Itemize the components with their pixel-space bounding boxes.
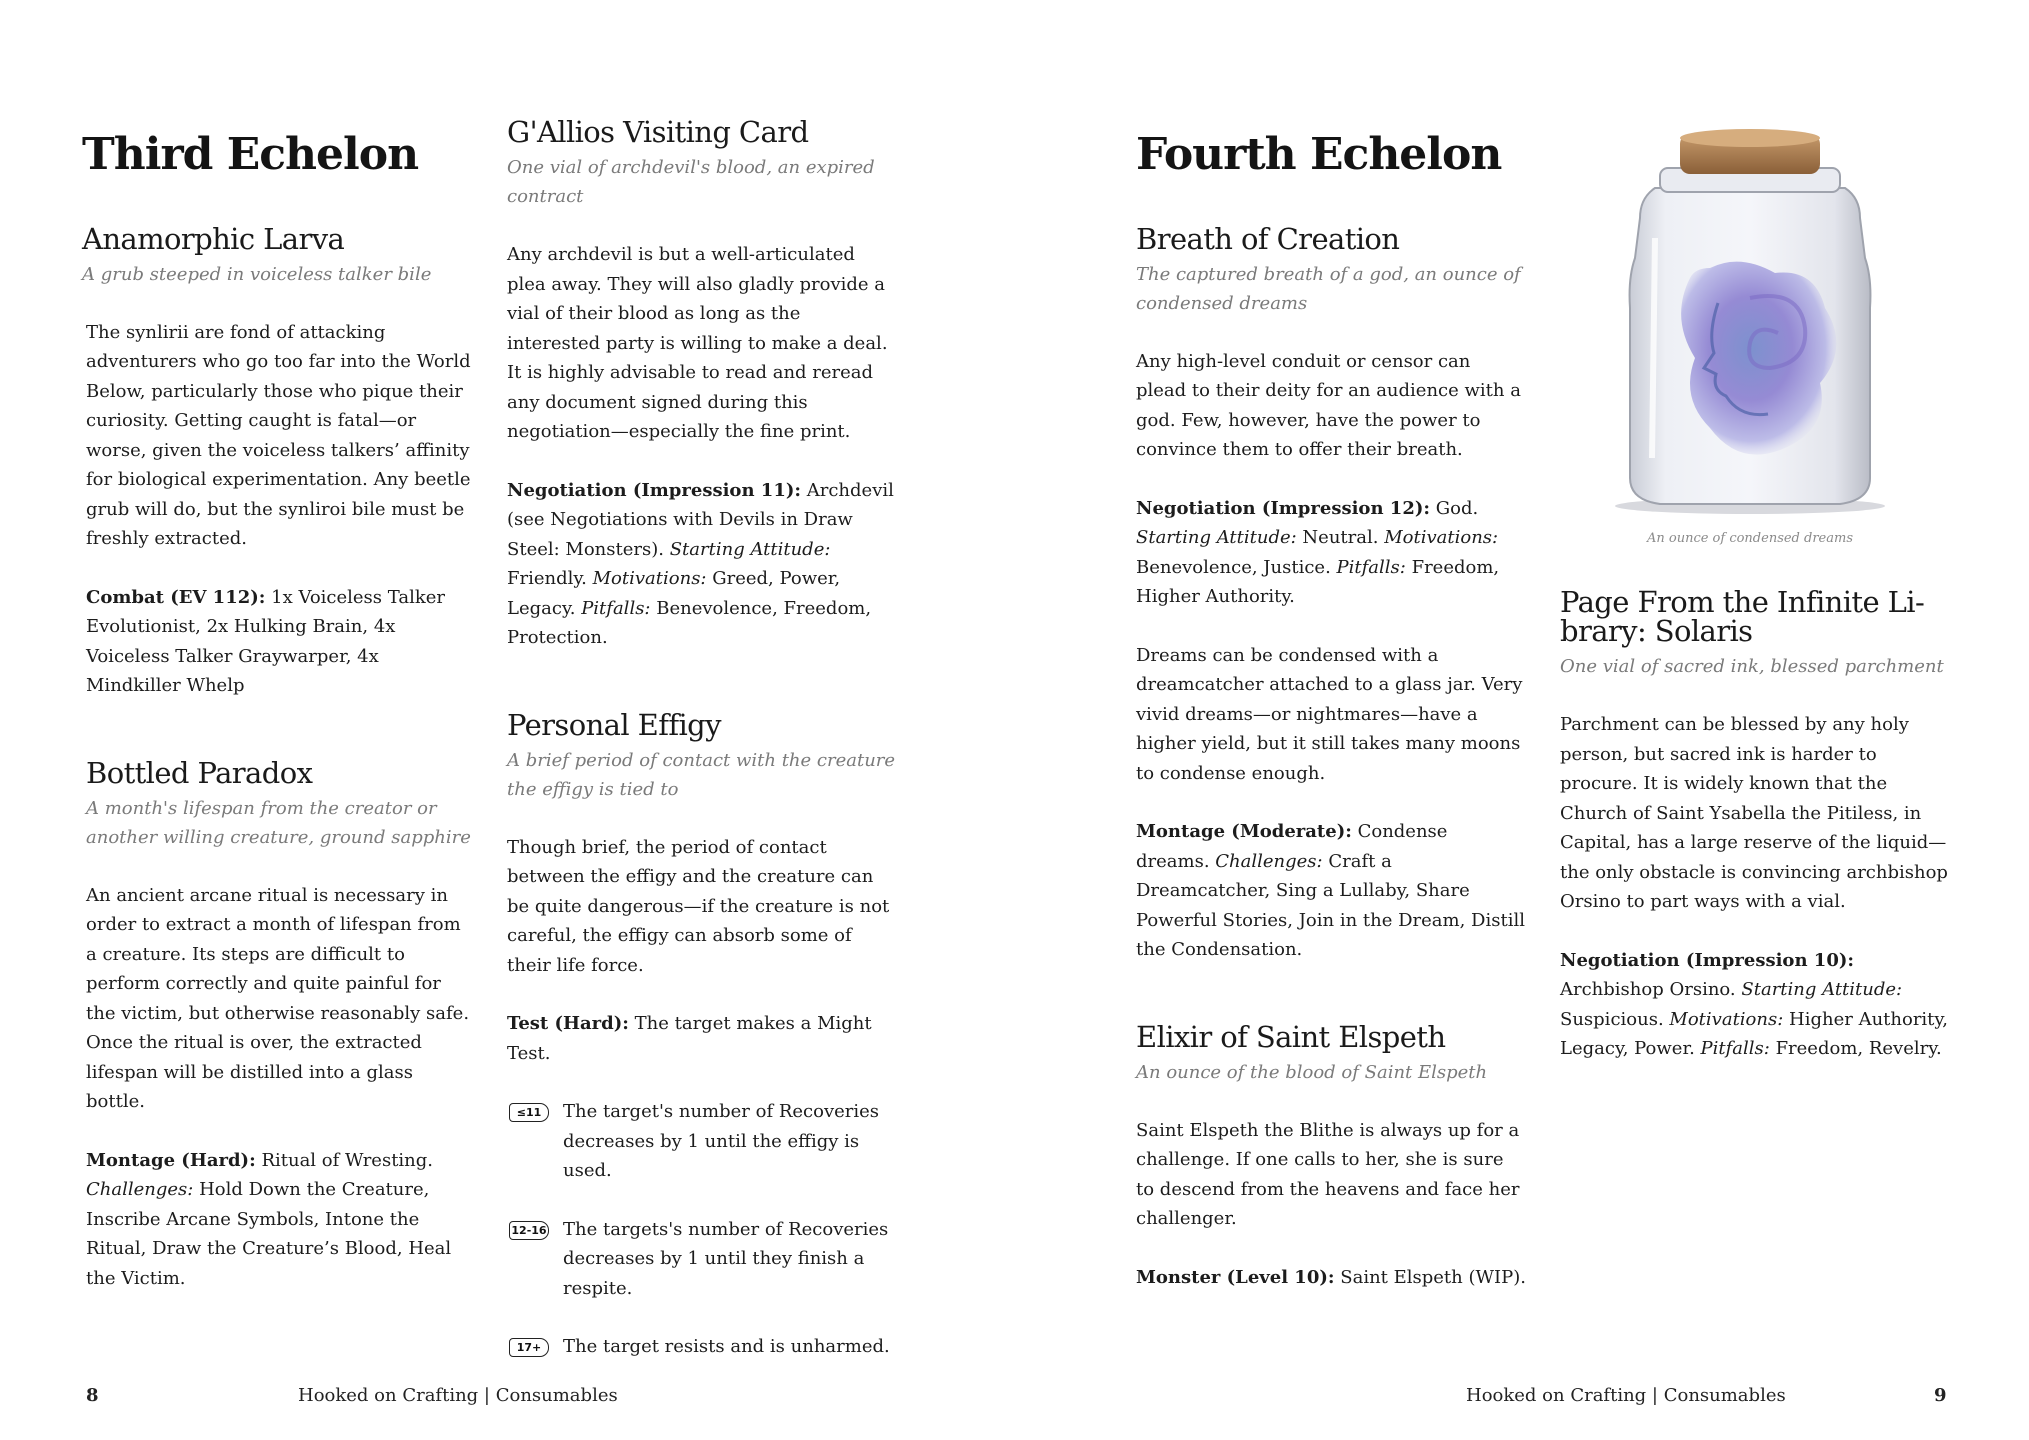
right-column-2 bbox=[1560, 585, 1955, 1064]
item-title-bottled-paradox: Bottled Paradox bbox=[86, 755, 313, 790]
test-text: The target makes a Might Test. bbox=[507, 1013, 872, 1064]
pitfalls-text: Benevolence, Freedom, Protection. bbox=[507, 597, 872, 648]
tier-badge: 17+ bbox=[509, 1338, 549, 1357]
test-label: Test (Hard): bbox=[507, 1013, 629, 1034]
tier-text: The target's number of Recoveries decreases by 1 until the effigy is used. bbox=[563, 1101, 880, 1181]
combat-label: Combat (EV 112): bbox=[86, 586, 266, 608]
item-description: An ancient arcane ritual is necessary in order to extract a month of lifespan from a creature. Its steps are difficult to perform correctly and quite painful for the victim, but otherwise reasonably safe. Once the ritual is over, the extracted lifespan will be distilled into a glass bottle. bbox=[86, 884, 470, 1113]
tier-badge: 12-16 bbox=[509, 1221, 549, 1240]
image-caption: An ounce of condensed dreams bbox=[1646, 531, 1853, 546]
negotiation-text: Archdevil (see Negotiations with Devils in Draw Steel: Monsters). bbox=[507, 479, 894, 560]
challenges-text: Hold Down the Creature, Inscribe Arcane Symbols, Intone the Ritual, Draw the Creature’s Blood, Heal the Victim. bbox=[86, 1179, 452, 1289]
attitude-label: Starting Attitude: bbox=[1741, 979, 1903, 1000]
echelon-title-third: Third Echelon bbox=[82, 129, 419, 180]
montage-label: Montage (Moderate): bbox=[1136, 821, 1352, 843]
monster-label: Monster (Level 10): bbox=[1136, 1266, 1335, 1288]
attitude-text: Neutral. bbox=[1296, 527, 1379, 549]
montage-line bbox=[1136, 817, 1526, 965]
tier-badge: ≤11 bbox=[509, 1103, 549, 1122]
item-cost: An ounce of the blood of Saint Elspeth bbox=[1136, 1061, 1488, 1083]
title-line-1: Page From the Infinite Li- bbox=[1560, 585, 1925, 619]
negotiation-line bbox=[1136, 494, 1526, 612]
title-line-2: brary: Solaris bbox=[1560, 614, 1753, 648]
challenges-text: Craft a Dreamcatcher, Sing a Lullaby, Share Powerful Stories, Join in the Dream, Distill the Condensation. bbox=[1136, 850, 1525, 961]
item-description: Parchment can be blessed by any holy person, but sacred ink is harder to procure. It is widely known that the Church of Saint Ysabella the Pitiless, in Capital, has a large reserve of the liquid—the only obstacle is convincing archbishop Orsino to part ways with a vial. bbox=[1560, 714, 1948, 912]
motivations-label: Motivations: bbox=[592, 568, 707, 589]
running-footer-left: Hooked on Crafting | Consumables bbox=[298, 1385, 618, 1406]
negotiation-line bbox=[1560, 946, 1955, 1064]
challenges-label: Challenges: bbox=[86, 1179, 194, 1201]
pitfalls-text: Freedom, Revelry. bbox=[1769, 1038, 1942, 1059]
tier-result-3 bbox=[507, 1332, 897, 1362]
montage-text: Ritual of Wresting. bbox=[255, 1149, 434, 1171]
negotiation-label: Negotiation (Impression 12): bbox=[1136, 497, 1431, 519]
attitude-label: Starting Attitude: bbox=[1136, 527, 1297, 549]
item-cost: A month's lifespan from the creator or another willing creature, ground sapphire bbox=[86, 797, 471, 848]
pitfalls-label: Pitfalls: bbox=[1336, 556, 1406, 578]
tier-text: The target resists and is unharmed. bbox=[563, 1336, 890, 1357]
item-cost: One vial of archdevil's blood, an expired contract bbox=[507, 157, 875, 207]
item-description: Saint Elspeth the Blithe is always up for a challenge. If one calls to her, she is sure to descend from the heavens and face her challenger. bbox=[1136, 1119, 1520, 1230]
motivations-label: Motivations: bbox=[1384, 527, 1499, 549]
item-title-anamorphic-larva: Anamorphic Larva bbox=[82, 221, 345, 256]
item-title-page-from-infinite-library bbox=[1560, 585, 1955, 648]
condensed-dreams-jar-illustration bbox=[1600, 128, 1900, 518]
item-description: The synlirii are fond of attacking adventurers who go too far into the World Below, particularly those who pique their curiosity. Getting caught is fatal—or worse, given the voiceless talkers’ affinity for biological experimentation. Any beetle grub will do, but the synliroi bile must be freshly extracted. bbox=[86, 321, 471, 550]
item-title-elixir-of-saint-elspeth: Elixir of Saint Elspeth bbox=[1136, 1019, 1446, 1054]
item-cost: A grub steeped in voiceless talker bile bbox=[82, 263, 432, 285]
echelon-title-fourth: Fourth Echelon bbox=[1136, 129, 1502, 180]
montage-text: Condense dreams. bbox=[1136, 821, 1448, 872]
test-line bbox=[507, 1009, 897, 1068]
item-title-personal-effigy: Personal Effigy bbox=[507, 707, 721, 742]
item-description: Any high-level conduit or censor can plead to their deity for an audience with a god. Few, however, have the power to convince them to offer their breath. bbox=[1136, 350, 1521, 461]
item-description-2: Dreams can be condensed with a dreamcatcher attached to a glass jar. Very vivid dreams—or nightmares—have a higher yield, but it still takes many moons to condense enough. bbox=[1136, 644, 1523, 784]
monster-line bbox=[1136, 1263, 1526, 1293]
tier-result-2 bbox=[507, 1215, 897, 1304]
montage-line bbox=[86, 1146, 472, 1294]
negotiation-line bbox=[507, 476, 897, 653]
glass-highlight bbox=[1652, 238, 1655, 458]
monster-text: Saint Elspeth (WIP). bbox=[1334, 1266, 1526, 1288]
item-cost: The captured breath of a god, an ounce of condensed dreams bbox=[1136, 263, 1521, 314]
item-title-gallios-visiting-card: G'Allios Visiting Card bbox=[507, 115, 809, 149]
negotiation-text: God. bbox=[1430, 497, 1479, 519]
attitude-text: Suspicious. bbox=[1560, 1008, 1664, 1030]
negotiation-text: Archbishop Orsino. bbox=[1560, 979, 1736, 1000]
running-footer-right: Hooked on Crafting | Consumables bbox=[1466, 1385, 1786, 1406]
motivations-text: Benevolence, Justice. bbox=[1136, 556, 1331, 578]
left-column-2 bbox=[507, 115, 897, 1362]
right-column-1 bbox=[1136, 130, 1526, 1292]
item-cost: A brief period of contact with the creature the effigy is tied to bbox=[507, 749, 896, 800]
attitude-text: Friendly. bbox=[507, 568, 587, 589]
combat-line bbox=[86, 583, 472, 701]
item-description: Though brief, the period of contact between the effigy and the creature can be quite dangerous—if the creature is not careful, the effigy can absorb some of their life force. bbox=[507, 836, 890, 976]
pitfalls-label: Pitfalls: bbox=[1700, 1038, 1770, 1059]
pitfalls-text: Freedom, Higher Authority. bbox=[1136, 556, 1500, 608]
item-cost: One vial of sacred ink, blessed parchment bbox=[1560, 656, 1944, 677]
tier-text: The targets's number of Recoveries decreases by 1 until they finish a respite. bbox=[563, 1218, 889, 1299]
page-number-right: 9 bbox=[1934, 1385, 1947, 1406]
pitfalls-label: Pitfalls: bbox=[581, 597, 651, 619]
left-column-1 bbox=[82, 130, 472, 1293]
attitude-label: Starting Attitude: bbox=[669, 538, 831, 560]
item-description: Any archdevil is but a well-articulated plea away. They will also gladly provide a vial of their blood as long as the interested party is willing to make a deal. It is highly advisable to read and reread any document signed during this negotiation—especially the fine print. bbox=[507, 244, 888, 442]
negotiation-label: Negotiation (Impression 11): bbox=[507, 479, 802, 501]
cork-top bbox=[1680, 129, 1820, 147]
motivations-label: Motivations: bbox=[1669, 1008, 1784, 1030]
page-number-left: 8 bbox=[86, 1385, 99, 1406]
motivations-text: Greed, Power, Legacy. bbox=[507, 568, 841, 619]
challenges-label: Challenges: bbox=[1215, 850, 1323, 872]
tier-result-1 bbox=[507, 1097, 897, 1186]
motivations-text: Higher Authority, Legacy, Power. bbox=[1560, 1008, 1948, 1059]
montage-label: Montage (Hard): bbox=[86, 1149, 256, 1171]
combat-text: 1x Voiceless Talker Evolutionist, 2x Hulking Brain, 4x Voiceless Talker Graywarper, 4x Mindkiller Whelp bbox=[86, 586, 446, 697]
negotiation-label: Negotiation (Impression 10): bbox=[1560, 949, 1855, 971]
item-title-breath-of-creation: Breath of Creation bbox=[1136, 221, 1400, 256]
